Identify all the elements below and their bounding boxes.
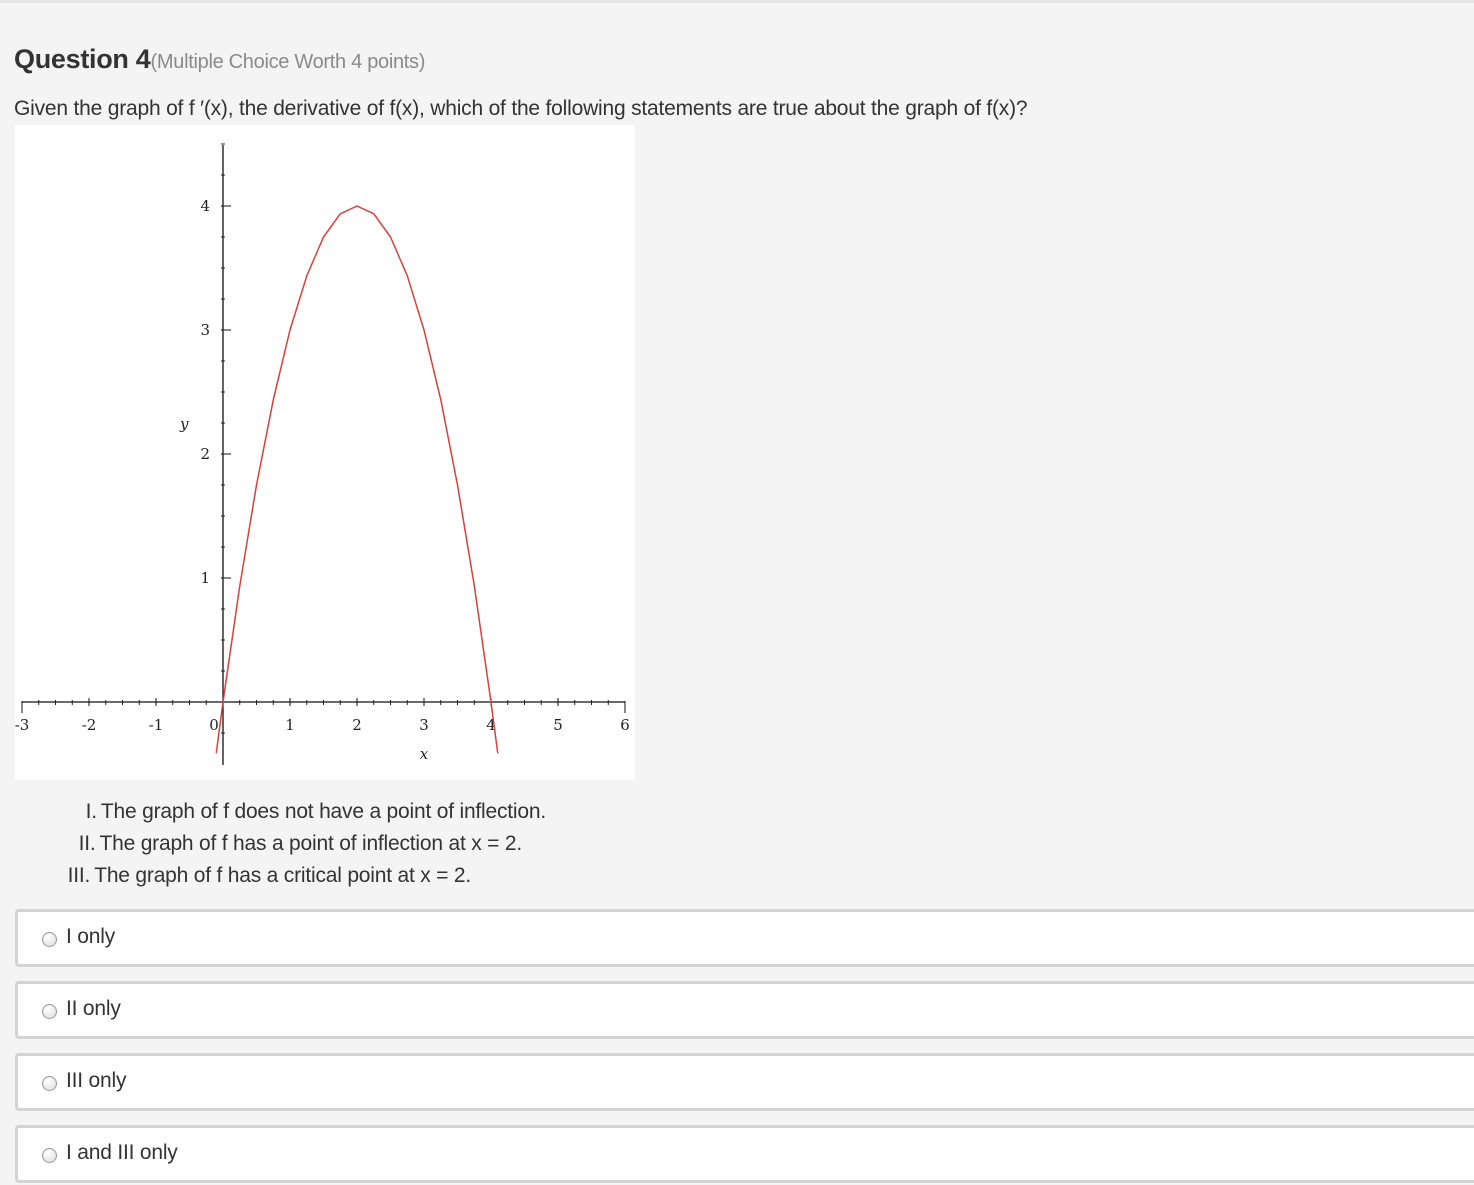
x-tick-label: 6 xyxy=(620,716,630,734)
curve-point xyxy=(340,213,341,214)
derivative-curve xyxy=(216,206,497,753)
radio-button[interactable] xyxy=(42,1004,57,1019)
statement-1 xyxy=(45,797,546,827)
answer-choice-4[interactable] xyxy=(15,1125,1474,1183)
question-prompt: Given the graph of f ′(x), the derivative of f(x), which of the following statements are true about the graph of f(x)? xyxy=(14,97,1028,120)
question-header xyxy=(14,44,425,75)
curve-point xyxy=(497,752,498,753)
question-meta: (Multiple Choice Worth 4 points) xyxy=(150,51,426,73)
choice-label[interactable]: II only xyxy=(66,997,121,1020)
curve-point xyxy=(222,701,223,702)
curve-point xyxy=(216,752,217,753)
curve-point xyxy=(289,329,290,330)
curve-point xyxy=(356,205,357,206)
curve-point xyxy=(407,275,408,276)
answer-choice-2[interactable] xyxy=(15,981,1474,1039)
curve-point xyxy=(256,484,257,485)
curve-point xyxy=(306,275,307,276)
statement-number: II. xyxy=(78,832,96,855)
answer-choice-1[interactable] xyxy=(15,909,1474,967)
choice-label[interactable]: I only xyxy=(66,925,115,948)
statement-text: The graph of f does not have a point of inflection. xyxy=(100,800,546,823)
curve-point xyxy=(323,236,324,237)
graph-svg xyxy=(15,125,635,780)
radio-button[interactable] xyxy=(42,932,57,947)
curve-point xyxy=(239,585,240,586)
x-tick-label: 0 xyxy=(209,716,219,734)
curve-point xyxy=(490,701,491,702)
curve-point xyxy=(423,329,424,330)
x-tick-label: 3 xyxy=(419,716,429,734)
statement-number: III. xyxy=(67,864,91,887)
x-tick-label: -2 xyxy=(81,716,97,734)
statement-text: The graph of f has a point of inflection at x = 2. xyxy=(99,832,522,855)
statement-3 xyxy=(38,861,471,891)
answer-choice-3[interactable] xyxy=(15,1053,1474,1111)
y-tick-label: 2 xyxy=(200,445,210,463)
y-tick-label: 4 xyxy=(200,197,210,215)
x-tick-label: 2 xyxy=(352,716,362,734)
statement-2 xyxy=(43,829,522,859)
curve-point xyxy=(273,399,274,400)
y-tick-label: 1 xyxy=(200,569,210,587)
y-tick-label: 3 xyxy=(200,321,210,339)
y-axis-label: y xyxy=(180,415,189,434)
statement-number: I. xyxy=(85,800,97,823)
choice-label[interactable]: I and III only xyxy=(66,1141,178,1164)
x-tick-label: 1 xyxy=(285,716,295,734)
radio-button[interactable] xyxy=(42,1148,57,1163)
x-tick-label: -3 xyxy=(15,716,30,734)
radio-button[interactable] xyxy=(42,1076,57,1091)
top-divider xyxy=(0,0,1474,3)
curve-point xyxy=(440,399,441,400)
curve-point xyxy=(390,236,391,237)
derivative-graph xyxy=(15,125,635,780)
question-title: Question 4 xyxy=(14,44,151,74)
curve-point xyxy=(457,484,458,485)
x-axis-label: x xyxy=(419,745,429,763)
x-tick-label: 4 xyxy=(486,716,496,734)
x-tick-label: -1 xyxy=(148,716,164,734)
choice-label[interactable]: III only xyxy=(66,1069,127,1092)
curve-point xyxy=(373,213,374,214)
curve-point xyxy=(474,585,475,586)
statement-text: The graph of f has a critical point at x = 2. xyxy=(94,864,471,887)
x-tick-label: 5 xyxy=(553,716,563,734)
